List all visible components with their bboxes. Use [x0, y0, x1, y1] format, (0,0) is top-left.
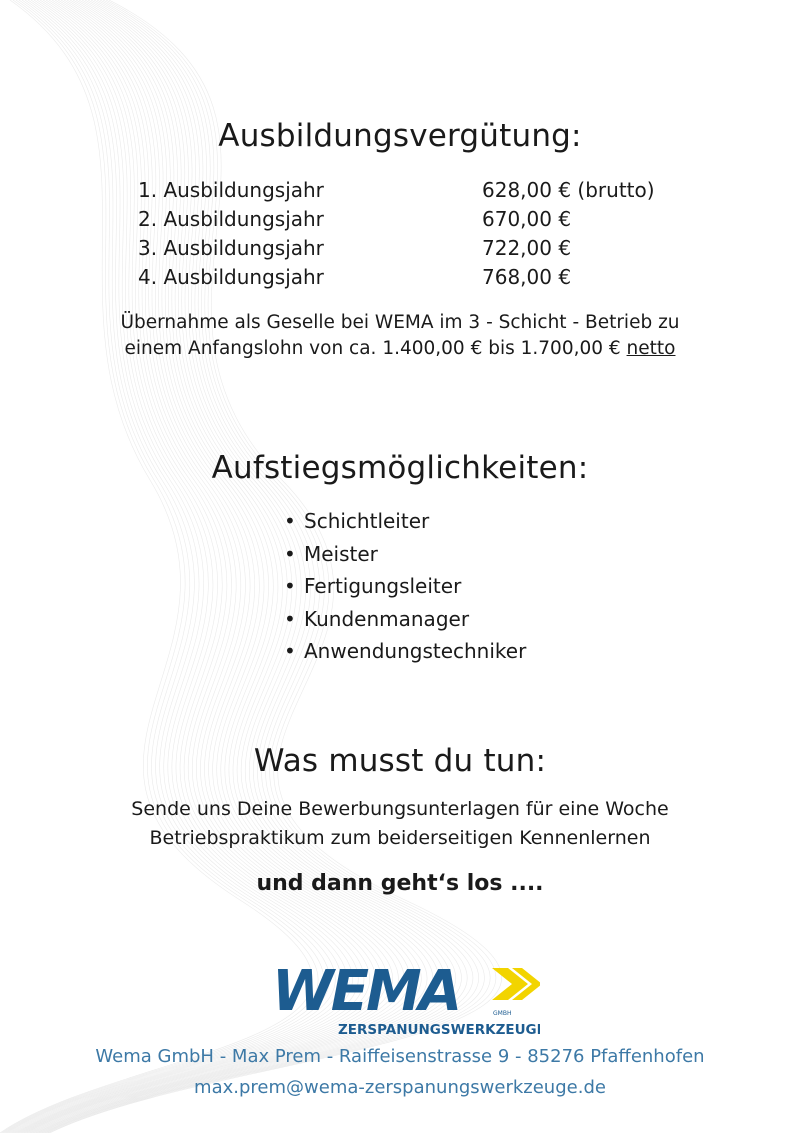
- list-item: [284, 635, 526, 668]
- salary-row: [138, 236, 698, 264]
- career-item-label: Meister: [304, 541, 378, 566]
- career-heading: Aufstiegsmöglichkeiten:: [211, 450, 589, 486]
- salary-row: [138, 265, 698, 293]
- bullet-icon: •: [284, 639, 296, 663]
- bullet-icon: •: [284, 574, 296, 598]
- footer-email[interactable]: max.prem@wema-zerspanungswerkzeuge.de: [194, 1077, 606, 1098]
- todo-text: [0, 795, 800, 853]
- call-to-action: und dann geht‘s los ....: [256, 871, 544, 896]
- career-item-label: Kundenmanager: [304, 606, 470, 631]
- salary-row: [138, 207, 698, 235]
- takeover-note-line2-text: einem Anfangslohn von ca. 1.400,00 € bis 1.700,00 €: [124, 338, 627, 359]
- logo-subtitle: ZERSPANUNGSWERKZEUGE: [338, 1022, 540, 1038]
- list-item: [284, 538, 526, 571]
- todo-heading: Was musst du tun:: [253, 743, 547, 779]
- list-item: [284, 570, 526, 603]
- bullet-icon: •: [284, 509, 296, 533]
- list-item: [284, 603, 526, 636]
- career-list: [284, 505, 526, 668]
- footer-address: Wema GmbH - Max Prem - Raiffeisenstrasse 9 - 85276 Pfaffenhofen: [95, 1046, 705, 1067]
- career-item-label: Fertigungsleiter: [304, 574, 462, 598]
- salary-amount: 722,00 €: [482, 236, 572, 260]
- takeover-note: [0, 310, 800, 362]
- takeover-note-line1: Übernahme als Geselle bei WEMA im 3 - Schicht - Betrieb zu: [120, 312, 680, 333]
- salary-heading: Ausbildungsvergütung:: [218, 118, 582, 154]
- logo-gmbh: GMBH: [493, 1010, 512, 1017]
- wema-logo: [270, 960, 540, 1040]
- salary-year: 2. Ausbildungsjahr: [138, 207, 324, 231]
- netto-underlined: netto: [626, 338, 676, 359]
- todo-line2: Betriebspraktikum zum beiderseitigen Kennenlernen: [149, 827, 651, 849]
- career-item-label: Anwendungstechniker: [304, 639, 527, 663]
- salary-amount: 768,00 €: [482, 265, 572, 289]
- todo-line1: Sende uns Deine Bewerbungsunterlagen für eine Woche: [131, 798, 669, 820]
- salary-year: 4. Ausbildungsjahr: [138, 265, 324, 289]
- salary-amount: 628,00 € (brutto): [482, 178, 655, 202]
- salary-row: [138, 178, 698, 206]
- takeover-note-line2: [0, 336, 800, 362]
- career-item-label: Schichtleiter: [304, 509, 430, 533]
- bullet-icon: •: [284, 541, 296, 566]
- bullet-icon: •: [284, 606, 296, 631]
- list-item: [284, 505, 526, 538]
- salary-year: 1. Ausbildungsjahr: [138, 178, 324, 202]
- logo-wordmark: WEMA: [272, 960, 460, 1024]
- wave-line: [0, 0, 312, 1133]
- salary-year: 3. Ausbildungsjahr: [138, 236, 324, 260]
- salary-amount: 670,00 €: [482, 207, 572, 231]
